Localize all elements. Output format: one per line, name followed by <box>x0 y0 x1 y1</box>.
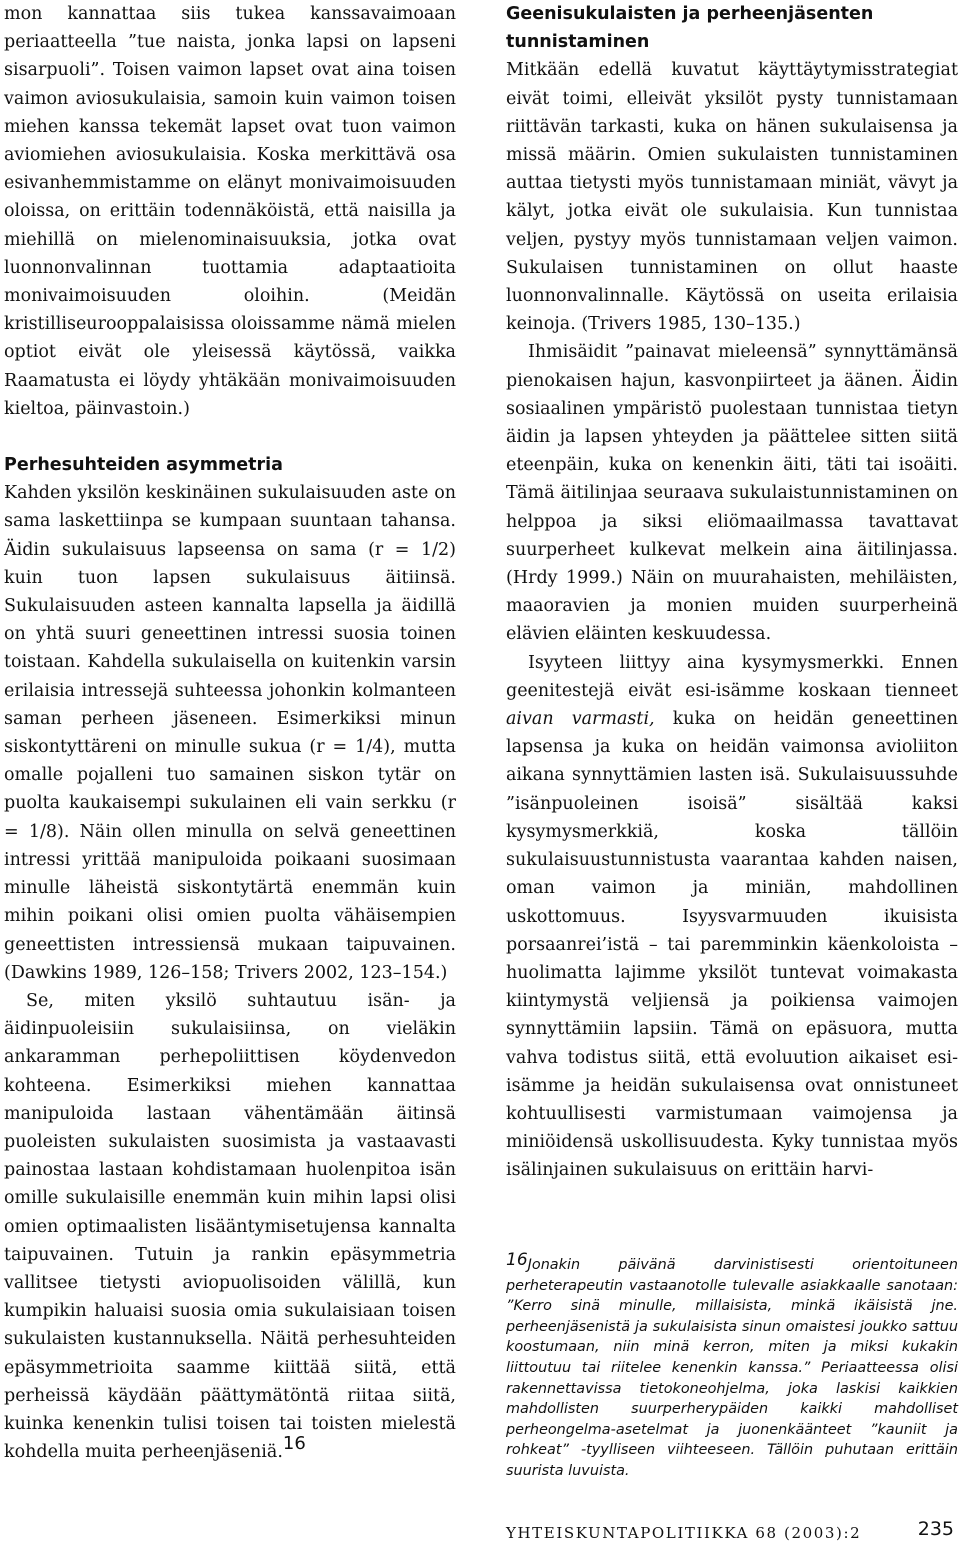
paragraph-text: kuka on heidän geneettinen lapsensa ja kuka on heidän vaimonsa avioliiton aikana synnyttämien lasten isä. Sukulaisuussuhde ”isänpuoleinen isoisä” sisältää kaksi kysymysmerkkiä, koska tällöin sukulaisuustunnistusta vaarantaa kahden naisen, oman vaimon ja miniän, mahdollinen uskottomuus. Isyysvarmuuden ikuisista porsaanrei’istä – tai paremminkin käenkoloista – huolimatta lajimme yksilöt tuntevat voimakasta kiintymystä veljiensä ja poikiensa vaimojen synnyttämiin lapsiin. Tämä on epäsuora, mutta vahva todistus siitä, että evoluution aikaiset esi-isämme ja heidän sukulaisensa ovat onnistuneet kohtuullisesti varmistumaan vaimojensa ja miniöidensä uskollisuudesta. Kyky tunnistaa myös isälinjainen sukulaisuus on erittäin harvi- <box>506 709 958 1181</box>
page-number: 235 <box>917 1518 954 1540</box>
section-heading: Perhesuhteiden asymmetria <box>4 455 283 476</box>
paragraph-text: Se, miten yksilö suhtautuu isän- ja äidinpuoleisiin sukulaisiinsa, on vieläkin ankaramman perhepoliittisen köydenvedon kohteena. Esimerkiksi miehen kannattaa manipuloida lastaan vähentämään äitinsä puoleisten sukulaisten suosimista ja vastaavasti painostaa lastaan kohdistamaan huolenpitoa isän omille sukulaisille enemmän kuin mihin lapsi olisi omien optimaalisten lisääntymisetujensa kannalta taipuvainen. Tutuin ja rankin epäsymmetria vallitsee tietysti aviopuolisoiden välillä, kun kumpikin haluaisi suosia omia sukulaisiaan toisen sukulaisten kustannuksella. Näitä perhesuhteiden epäsymmetrioita saamme kiittää siitä, että perheissä käydään päättymätöntä riitaa siitä, kuinka kenenkin tulisi toisen tai toisten mielestä kohdella muita perheenjäseniä. <box>4 990 456 1463</box>
footnote <box>506 1250 958 1482</box>
body-paragraph <box>4 987 456 1466</box>
footnote-reference[interactable]: 16 <box>282 1433 306 1455</box>
right-column <box>506 0 958 1185</box>
section-heading: Geenisukulaisten ja perheenjäsenten tunnistaminen <box>506 4 874 53</box>
body-paragraph: Mitkään edellä kuvatut käyttäytymisstrategiat eivät toimi, elleivät yksilöt pysty tunnistamaan riittävän tarkasti, kuka on hänen sukulaisensa ja missä määrin. Omien sukulaisten tunnistaminen auttaa tietysti myös tunnistamaan miniät, vävyt ja kälyt, jotka eivät ole sukulaisia. Kun tunnistaa veljen, pystyy myös tunnistamaan veljen vaimon. Sukulaisen tunnistaminen on ollut haaste luonnonvalinnalle. Käytössä on useita erilaisia keinoja. (Trivers 1985, 130–135.) <box>506 60 958 335</box>
body-paragraph: Kahden yksilön keskinäinen sukulaisuuden aste on sama laskettiinpa se kumpaan suuntaan tahansa. Äidin sukulaisuus lapseensa on sama (r = 1/2) kuin tuon lapsen sukulaisuus äitiinsä. Sukulaisuuden asteen kannalta lapsella ja äidillä on yhtä suuri geneettinen intressi suosia toinen toistaan. Kahdella sukulaisella on kuitenkin varsin erilaisia intressejä suhteessa johonkin kolmanteen saman perheen jäseneen. Esimerkiksi minun siskontyttäreni on minulle sukua (r = 1/4), mutta omalle pojalleni tuo samainen siskon tytär on puolta kaukaisempi sukulainen eli vain serkku (r = 1/8). Näin ollen minulla on selvä geneettinen intressi yrittää manipuloida poikaani suosimaan minulle läheistä siskontytärtä enemmän kuin mihin poikani olisi omien puolta vähäisempien geneettisten intressiensä mukaan taipuvainen. (Dawkins 1989, 126–158; Trivers 2002, 123–154.) <box>4 483 456 983</box>
body-paragraph: mon kannattaa siis tukea kanssavaimoaan periaatteella ”tue naista, jonka lapsi on lapseni sisarpuoli”. Toisen vaimon lapset ovat aina toisen vaimon aviosukulaisia, samoin kuin vaimon toisen miehen kanssa tekemät lapset ovat tuon vaimon aviomiehen aviosukulaisia. Koska merkittävä osa esivanhemmistamme on elänyt monivaimoisuuden oloissa, on erittäin todennäköistä, että naisilla ja miehillä on mielenominaisuuksia, jotka ovat luonnonvalinnan tuottamia adaptaatioita monivaimoisuuden oloihin. (Meidän kristilliseurooppalaisissa oloissamme nämä mielen optiot eivät ole yleisessä käytössä, vaikka Raamatusta ei löydy yhtäkään monivaimoisuuden kieltoa, päinvastoin.) <box>4 4 456 419</box>
footnote-number: 16 <box>506 1250 528 1270</box>
running-footer <box>506 1518 958 1548</box>
journal-citation: YHTEISKUNTAPOLITIIKKA 68 (2003):2 <box>506 1524 862 1542</box>
paragraph-text: Isyyteen liittyy aina kysymysmerkki. Ennen geenitestejä eivät esi-isämme koskaan tienneet <box>506 652 958 701</box>
emphasis-text: aivan varmasti, <box>506 709 655 730</box>
footnote-text: Jonakin päivänä darvinistisesti orientoituneen perheterapeutin vastaanotolle tulevalle asiakkaalle sanotaan: ”Kerro sinä minulle, millaisista, minkä ikäisistä jne. perheenjäsenistä ja sukulaisista sinun omaistesi joukko sattuu koostumaan, niin minä kerron, miten ja miksi kukakin liittoutuu tai riitelee kenenkin kanssa.” Periaatteessa olisi rakennettavissa tietokoneohjelma, joka laskisi kaikkien mahdollisten suurperherypäiden kaikki mahdolliset perheongelma-asetelmat ja juonenkäänteet ”kauniit ja rohkeat” -tyylliseen viihteeseen. Tällöin puhutaan erittäin suurista luvuista. <box>506 1257 958 1479</box>
body-paragraph <box>506 649 958 1185</box>
left-column <box>4 0 456 1466</box>
body-paragraph: Ihmisäidit ”painavat mieleensä” synnyttämänsä pienokaisen hajun, kasvonpiirteet ja äänen. Äidin sosiaalinen ympäristö puolestaan tunnistaa tietyn äidin ja lapsen yhteyden ja päättelee sitten siitä eteenpäin, kuka on kenenkin äiti, täti tai isoäiti. Tämä äitilinjaa seuraava sukulaistunnistaminen on helppoa ja siksi eliömaailmassa tavattavat suurperheet kulkevat melkein aina äitilinjassa. (Hrdy 1999.) Näin on muurahaisten, mehiläisten, maaoravien ja monien muiden suurperheinä elävien eläinten keskuudessa. <box>506 342 958 645</box>
